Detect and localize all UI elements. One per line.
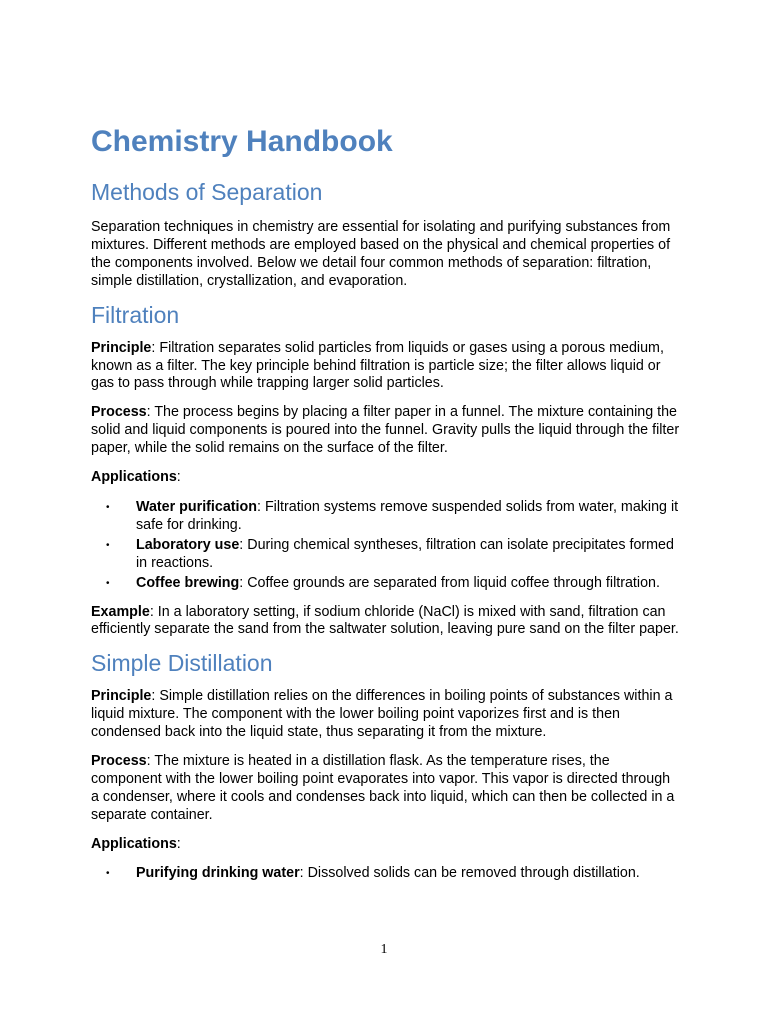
list-item-text: : During chemical syntheses, filtration can isolate precipitates formed in reactions. — [136, 536, 674, 571]
list-item-label: Laboratory use — [136, 536, 240, 553]
list-item-text: : Filtration systems remove suspended solids from water, making it safe for drinking. — [136, 498, 679, 533]
document-title: Chemistry Handbook — [91, 125, 393, 158]
list-item-text: : Coffee grounds are separated from liquid coffee through filtration. — [239, 574, 660, 591]
list-item — [91, 499, 681, 535]
section-title: Methods of Separation — [91, 179, 323, 205]
filtration-principle-label: Principle — [91, 339, 152, 356]
page-number: 1 — [380, 942, 388, 957]
filtration-applications-heading — [91, 469, 681, 487]
filtration-heading: Filtration — [91, 301, 180, 328]
list-item-text: : Dissolved solids can be removed through distillation. — [299, 864, 640, 881]
list-item-label: Purifying drinking water — [136, 864, 300, 881]
distillation-applications-heading — [91, 836, 681, 854]
distillation-principle — [91, 688, 681, 742]
bullet-icon: • — [106, 539, 110, 551]
distillation-principle-text: : Simple distillation relies on the differences in boiling points of substances within a liquid mixture. The component with the lower boiling point vaporizes first and is then condensed back into the liquid state, thus separating it from the mixture. — [91, 688, 673, 741]
distillation-process — [91, 753, 681, 825]
filtration-example-label: Example — [91, 603, 150, 620]
filtration-example-text: : In a laboratory setting, if sodium chloride (NaCl) is mixed with sand, filtration can efficiently separate the sand from the saltwater solution, leaving pure sand on the filter paper. — [91, 603, 679, 638]
bullet-icon: • — [106, 577, 110, 589]
bullet-icon: • — [106, 501, 110, 513]
filtration-example — [91, 604, 681, 640]
colon: : — [176, 469, 181, 486]
filtration-principle — [91, 340, 681, 394]
list-item-label: Water purification — [136, 498, 257, 515]
filtration-principle-text: : Filtration separates solid particles from liquids or gases using a porous medium, known as a filter. The key principle behind filtration is particle size; the filter allows liquid or gas to pass through while trapping larger solid particles. — [91, 339, 664, 392]
distillation-principle-label: Principle — [91, 688, 152, 705]
colon: : — [176, 835, 181, 852]
list-item — [91, 865, 681, 883]
intro-paragraph: Separation techniques in chemistry are essential for isolating and purifying substances from mixtures. Different methods are employed based on the physical and chemical properties of the components involved. Below we detail four common methods of separation: filtration, simple distillation, crystallization, and evaporation. — [91, 219, 671, 289]
distillation-process-text: : The mixture is heated in a distillation flask. As the temperature rises, the component with the lower boiling point evaporates into vapor. This vapor is directed through a condenser, where it cools and condenses back into liquid, which can then be collected in a separate container. — [91, 753, 675, 823]
filtration-process-text: : The process begins by placing a filter paper in a funnel. The mixture containing the solid and liquid components is poured into the funnel. Gravity pulls the liquid through the filter paper, while the solid remains on the surface of the filter. — [91, 404, 680, 457]
filtration-applications-label: Applications — [91, 469, 177, 486]
filtration-applications-list — [91, 499, 681, 593]
bullet-icon: • — [106, 867, 110, 879]
distillation-process-label: Process — [91, 753, 147, 770]
document-body — [91, 120, 681, 882]
distillation-applications-label: Applications — [91, 835, 177, 852]
distillation-heading: Simple Distillation — [91, 650, 273, 677]
distillation-applications-list — [91, 865, 681, 883]
filtration-process-label: Process — [91, 404, 147, 421]
list-item-label: Coffee brewing — [136, 574, 240, 591]
list-item — [91, 575, 681, 593]
filtration-process — [91, 404, 681, 458]
list-item — [91, 537, 681, 573]
